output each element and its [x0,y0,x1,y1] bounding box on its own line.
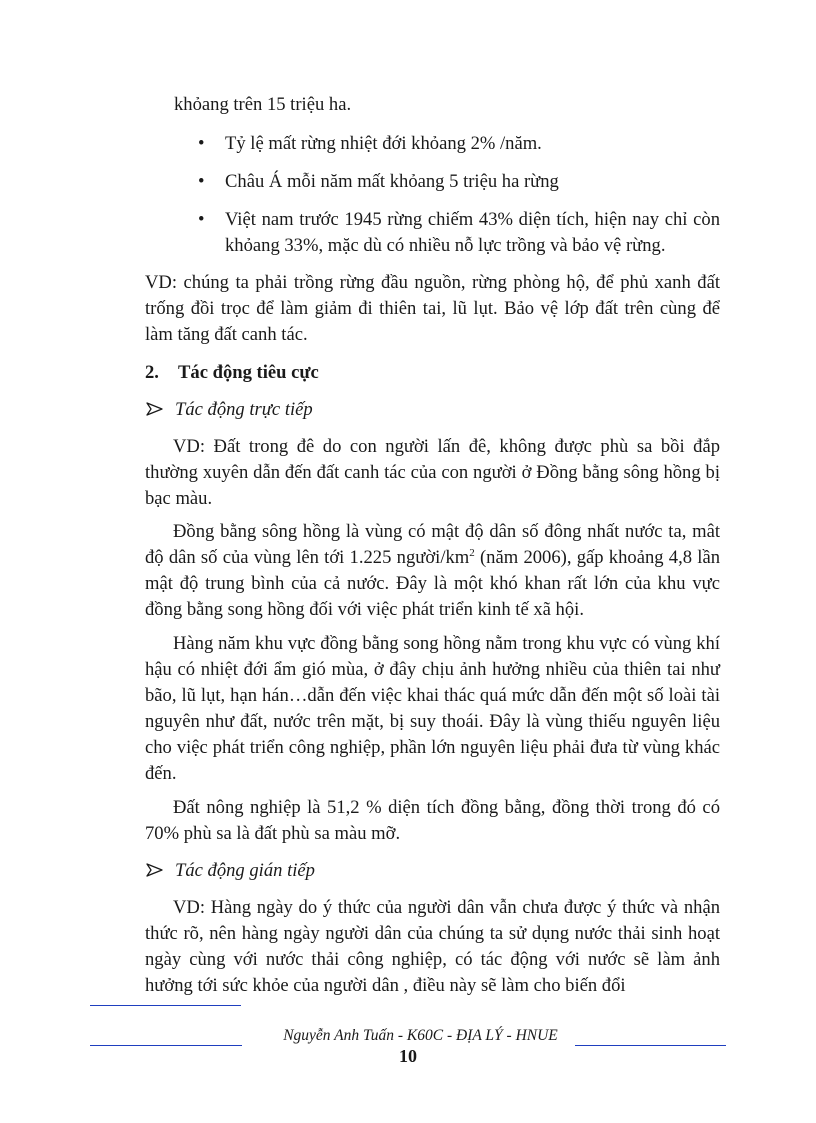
list-item [198,207,720,259]
vd-forest-paragraph: VD: chúng ta phải trồng rừng đầu nguồn, rừng phòng hộ, để phủ xanh đất trống đồi trọc để làm giảm đi thiên tai, lũ lụt. Bảo vệ lớp đất trên cùng để làm tăng đất canh tác. [145,272,720,345]
agriculture-paragraph: Đất nông nghiệp là 51,2 % diện tích đồng bằng, đồng thời trong đó có 70% phù sa là đất phù sa màu mỡ. [145,797,720,844]
direct-vd-paragraph: VD: Đất trong đê do con người lấn đê, không được phù sa bồi đắp thường xuyên dẫn đến đất canh tác của con người ở Đồng bằng sông hồng bị bạc màu. [145,436,720,509]
bullet-icon: • [198,171,205,192]
indirect-impact-title: Tác động gián tiếp [175,860,315,881]
list-item-text: Việt nam trước 1945 rừng chiếm 43% diện tích, hiện nay chỉ còn khỏang 33%, mặc dù có nhiều nỗ lực trồng và bảo vệ rừng. [225,209,720,256]
density-text-end: (năm 2006), gấp khoảng 4,8 lần mật độ trung bình của cả nước. Đây là một khó khan rất lớn của khu vực đồng bằng song hồng đối với việc phát triển kinh tế xã hội. [145,547,720,620]
population-density-paragraph [145,519,720,623]
section-title: Tác động tiêu cực [178,362,319,383]
section-number: 2. [145,362,159,383]
intro-line: khỏang trên 15 triệu ha. [174,94,352,115]
arrow-bullet-icon [145,863,165,877]
bullet-icon: • [198,209,205,230]
density-superscript: 2 [469,546,475,559]
footer-author: Nguyễn Anh Tuấn - K60C - ĐỊA LÝ - HNUE [283,1027,558,1044]
list-item [198,169,720,195]
list-item-text: Châu Á mỗi năm mất khỏang 5 triệu ha rừng [225,171,559,192]
page-number: 10 [399,1046,417,1066]
direct-impact-heading [145,397,313,423]
statistics-list [198,131,720,271]
density-text-start: Đồng bằng sông hồng là vùng có mật độ dân số đông nhất nước ta, mât độ dân số của vùng lên tới 1.225 người/km [145,521,720,568]
indirect-vd-paragraph: VD: Hàng ngày do ý thức của người dân vẫn chưa được ý thức và nhận thức rõ, nên hàng ngày người dân của chúng ta sử dụng nước thải sinh hoạt ngày cùng với nước thải công nghiệp, có tác động với nước sẽ làm ảnh hưởng tới sức khỏe của người dân , điều này sẽ làm cho biến đổi [145,897,720,996]
list-item-text: Tỷ lệ mất rừng nhiệt đới khỏang 2% /năm. [225,133,542,154]
section-heading [145,360,319,386]
bullet-icon: • [198,133,205,154]
climate-paragraph: Hàng năm khu vực đồng bằng song hồng nằm trong khu vực có vùng khí hậu có nhiệt đới ẩm gió mùa, ở đây chịu ảnh hưởng nhiều của thiên tai như bão, lũ lụt, hạn hán…dẫn đến việc khai thác quá mức dẫn đến một số loài tài nguyên như đất, nước trên mặt, bị suy thoái. Đây là vùng thiếu nguyên liệu cho việc phát triển công nghiệp, phần lớn nguyên liệu phải đưa từ vùng khác đến. [145,633,720,784]
indirect-impact-heading [145,858,315,884]
list-item [198,131,720,157]
footnote-divider [90,1005,241,1006]
arrow-bullet-icon [145,402,165,416]
direct-impact-title: Tác động trực tiếp [175,399,313,420]
